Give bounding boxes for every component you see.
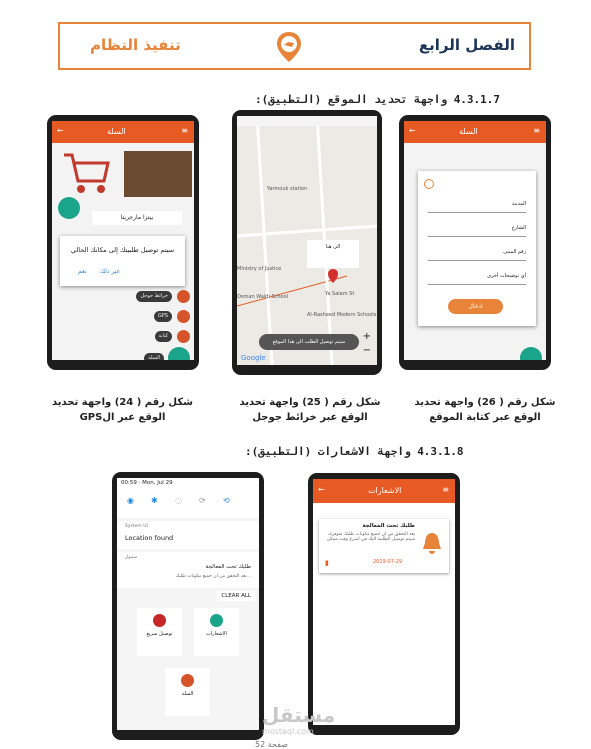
dialog-ok-button[interactable]: نعم	[78, 268, 87, 275]
header-right-title: الفصل الرابع	[418, 36, 515, 54]
back-arrow-icon[interactable]: ←	[318, 485, 325, 494]
address-dialog	[418, 171, 536, 326]
notification-card[interactable]	[319, 519, 449, 573]
tile-label: السلة	[181, 691, 194, 697]
page-number: صفحة 52	[255, 740, 289, 749]
app-title: الاشعارات	[368, 486, 402, 495]
app-bar	[52, 121, 194, 143]
notification-text: Location found	[125, 534, 174, 542]
dialog-no-button[interactable]: غير ذلك	[100, 268, 120, 275]
bluetooth-icon[interactable]: ✱	[151, 496, 158, 505]
section-title-notifications: 4.3.1.8 واجهة الاشعارات (التطبيق):	[245, 445, 464, 458]
submit-button[interactable]: ادخال	[448, 299, 503, 314]
tile-notifications[interactable]	[194, 608, 239, 656]
map-marker-icon[interactable]	[328, 269, 338, 283]
back-arrow-icon[interactable]: ←	[409, 126, 416, 135]
quick-settings	[117, 478, 259, 518]
food-image	[124, 151, 192, 197]
app-bar	[313, 479, 455, 503]
map-place-label: Ya Salam St	[325, 291, 355, 297]
clear-all-button[interactable]	[217, 591, 255, 601]
main-fab[interactable]	[168, 347, 190, 360]
location-toggle-icon[interactable]: ◌	[175, 496, 182, 505]
menu-icon[interactable]: ≡	[442, 485, 449, 494]
tile-delivery[interactable]	[137, 608, 182, 656]
phone-google-maps	[232, 110, 382, 375]
option-type[interactable]: كتابة	[155, 331, 173, 342]
app-bar	[404, 121, 546, 143]
figure-caption-25: شكل رقم ( 25) واجهة تحديد الوقع عبر خرائط جوجل	[239, 397, 381, 423]
map-place-label: Osman Waldi School	[237, 294, 289, 300]
bell-icon	[421, 531, 443, 555]
app-title: السلة	[459, 127, 478, 136]
confirm-dialog	[60, 236, 185, 286]
phone-notifications	[308, 473, 460, 735]
street-field[interactable]: الشارع	[428, 225, 526, 237]
product-card-title: بيتزا مارجريتا	[92, 211, 182, 225]
zoom-in-button[interactable]: +	[362, 331, 371, 342]
tile-label: توصيل سريع	[146, 631, 173, 637]
chapter-header	[58, 22, 531, 70]
toast-message: سيتم توصيل الطلب الى هذا الموقع	[259, 334, 359, 350]
main-fab[interactable]	[520, 347, 542, 360]
cart-icon	[62, 151, 112, 196]
wifi-icon[interactable]: ◉	[127, 496, 134, 505]
status-time: 00:59 · Mon, Jul 29	[121, 480, 173, 486]
section-title-location: 4.3.1.7 واجهة تحديد الموقع (التطبيق):	[255, 93, 501, 106]
share-fab[interactable]	[58, 197, 80, 219]
notification-app: System UI	[125, 524, 148, 529]
card-title: طلبك تحت المعالجة	[362, 523, 415, 529]
card-date: 2019-07-29	[373, 559, 403, 565]
delete-icon[interactable]: ▮	[325, 559, 329, 567]
option-gps[interactable]: GPS	[154, 311, 172, 322]
tile-cart[interactable]	[165, 668, 210, 716]
app-title: السلة	[107, 127, 126, 136]
dialog-text: سيتم توصيل طلبيتك إلى مكانك الحالي	[70, 246, 175, 254]
map-option-icon	[177, 290, 190, 303]
clear-all-label: CLEAR ALL	[221, 593, 251, 599]
map-place-label: Ministry of Justice	[237, 266, 282, 272]
location-pin-icon	[274, 30, 304, 64]
notification-title: طلبك تحت المعالجة	[205, 564, 251, 570]
notification-order[interactable]	[117, 552, 259, 588]
pin-icon	[177, 330, 190, 343]
back-arrow-icon[interactable]: ←	[57, 126, 64, 135]
watermark-url: mostaql.com	[262, 727, 314, 736]
map-place-label: Al-Rasheed Modern Schools	[307, 312, 377, 318]
menu-icon[interactable]: ≡	[533, 126, 540, 135]
close-icon[interactable]	[424, 179, 434, 189]
notification-system[interactable]	[117, 521, 259, 549]
map-place-label: Yarmouk station	[267, 186, 308, 192]
zoom-out-button[interactable]: −	[362, 345, 371, 356]
option-google-maps[interactable]: خرائط جوجل	[136, 291, 172, 302]
phone-address-form	[399, 115, 551, 370]
phone-gps	[47, 115, 199, 370]
tile-label: الاشعارات	[206, 631, 227, 637]
city-field[interactable]: المدينة	[428, 201, 526, 213]
marker-label: الى هنا	[325, 244, 341, 250]
header-left-title: تنفيذ النظام	[90, 36, 181, 54]
google-logo: Google	[241, 354, 266, 362]
notes-field[interactable]: أي توضيحات أخرى	[428, 273, 526, 285]
watermark: مستقل	[262, 703, 336, 727]
gps-icon	[177, 310, 190, 323]
cart-pill[interactable]: السلة	[144, 353, 164, 360]
figure-caption-26: شكل رقم ( 26) واجهة تحديد الوقع عبر كتابة الموقع	[414, 397, 556, 423]
menu-icon[interactable]: ≡	[181, 126, 188, 135]
marker-infowindow	[307, 240, 359, 268]
card-text: بعد التحقق من ان جميع مكونات طلبك متوفرة، سيتم توصيل الطلبية اليك في اسرع وقت ممكن	[326, 532, 415, 542]
notification-app: ستيوار	[125, 555, 138, 560]
notification-text: بعد التحقق من ان جميع مكونات طلبك...	[175, 574, 251, 579]
phone-notification-shade	[112, 472, 264, 740]
building-field[interactable]: رقم المبنى	[428, 249, 526, 261]
figure-caption-24: شكل رقم ( 24) واجهة تحديد الوقع عبر الGPS	[52, 397, 193, 423]
rotate-icon[interactable]: ⟳	[199, 496, 206, 505]
sync-icon[interactable]: ⟲	[223, 496, 230, 505]
